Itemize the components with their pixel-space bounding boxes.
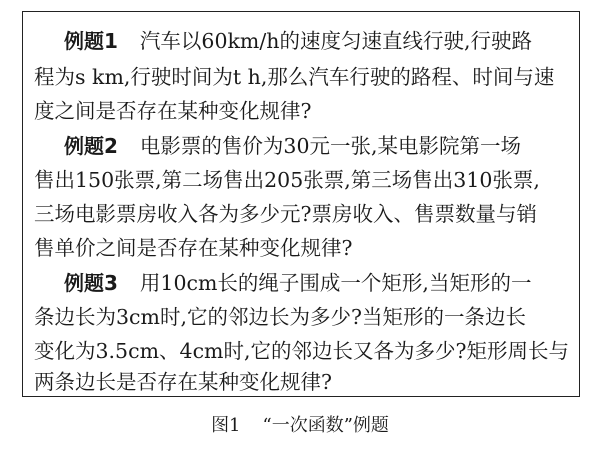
problem-1-line-2 [34, 63, 554, 91]
problem-1-text-3: 度之间是否存在某种变化规律? [34, 99, 312, 123]
problem-3-label: 例题3 [64, 271, 118, 295]
problem-2-line-3 [34, 200, 537, 228]
problem-2-label: 例题2 [64, 134, 118, 158]
problem-2-text-1: 电影票的售价为30元一张,某电影院第一场 [139, 134, 522, 158]
problem-2-text-3: 三场电影票房收入各为多少元?票房收入、售票数量与销 [34, 202, 537, 226]
problem-3-line-3 [34, 337, 569, 365]
figure-number: 图1 [211, 415, 241, 436]
problem-1-line-3 [34, 97, 312, 125]
problem-3-text-4: 两条边长是否存在某种变化规律? [34, 370, 332, 394]
problem-2-line-2 [34, 166, 540, 194]
problem-3-line-2 [34, 303, 526, 331]
problem-2-text-4: 售单价之间是否存在某种变化规律? [34, 236, 353, 260]
problem-2-line-4 [34, 234, 353, 262]
problem-3-line-1 [64, 269, 531, 297]
problem-1-line-1 [64, 27, 532, 55]
figure-title: “一次函数”例题 [262, 415, 389, 436]
problem-1-text-2: 程为s km,行驶时间为t h,那么汽车行驶的路程、时间与速 [34, 65, 555, 89]
problem-3-text-2: 条边长为3cm时,它的邻边长为多少?当矩形的一条边长 [34, 305, 526, 329]
problem-1-label: 例题1 [64, 29, 118, 53]
figure-caption [0, 414, 600, 438]
problem-1-text-1: 汽车以60km/h的速度匀速直线行驶,行驶路 [139, 29, 532, 53]
problem-2-text-2: 售出150张票,第二场售出205张票,第三场售出310张票, [34, 168, 540, 192]
problem-3-line-4 [34, 368, 332, 396]
problem-3-text-1: 用10cm长的绳子围成一个矩形,当矩形的一 [139, 271, 532, 295]
problem-2-line-1 [64, 132, 521, 160]
problem-3-text-3: 变化为3.5cm、4cm时,它的邻边长又各为多少?矩形周长与 [34, 339, 569, 363]
